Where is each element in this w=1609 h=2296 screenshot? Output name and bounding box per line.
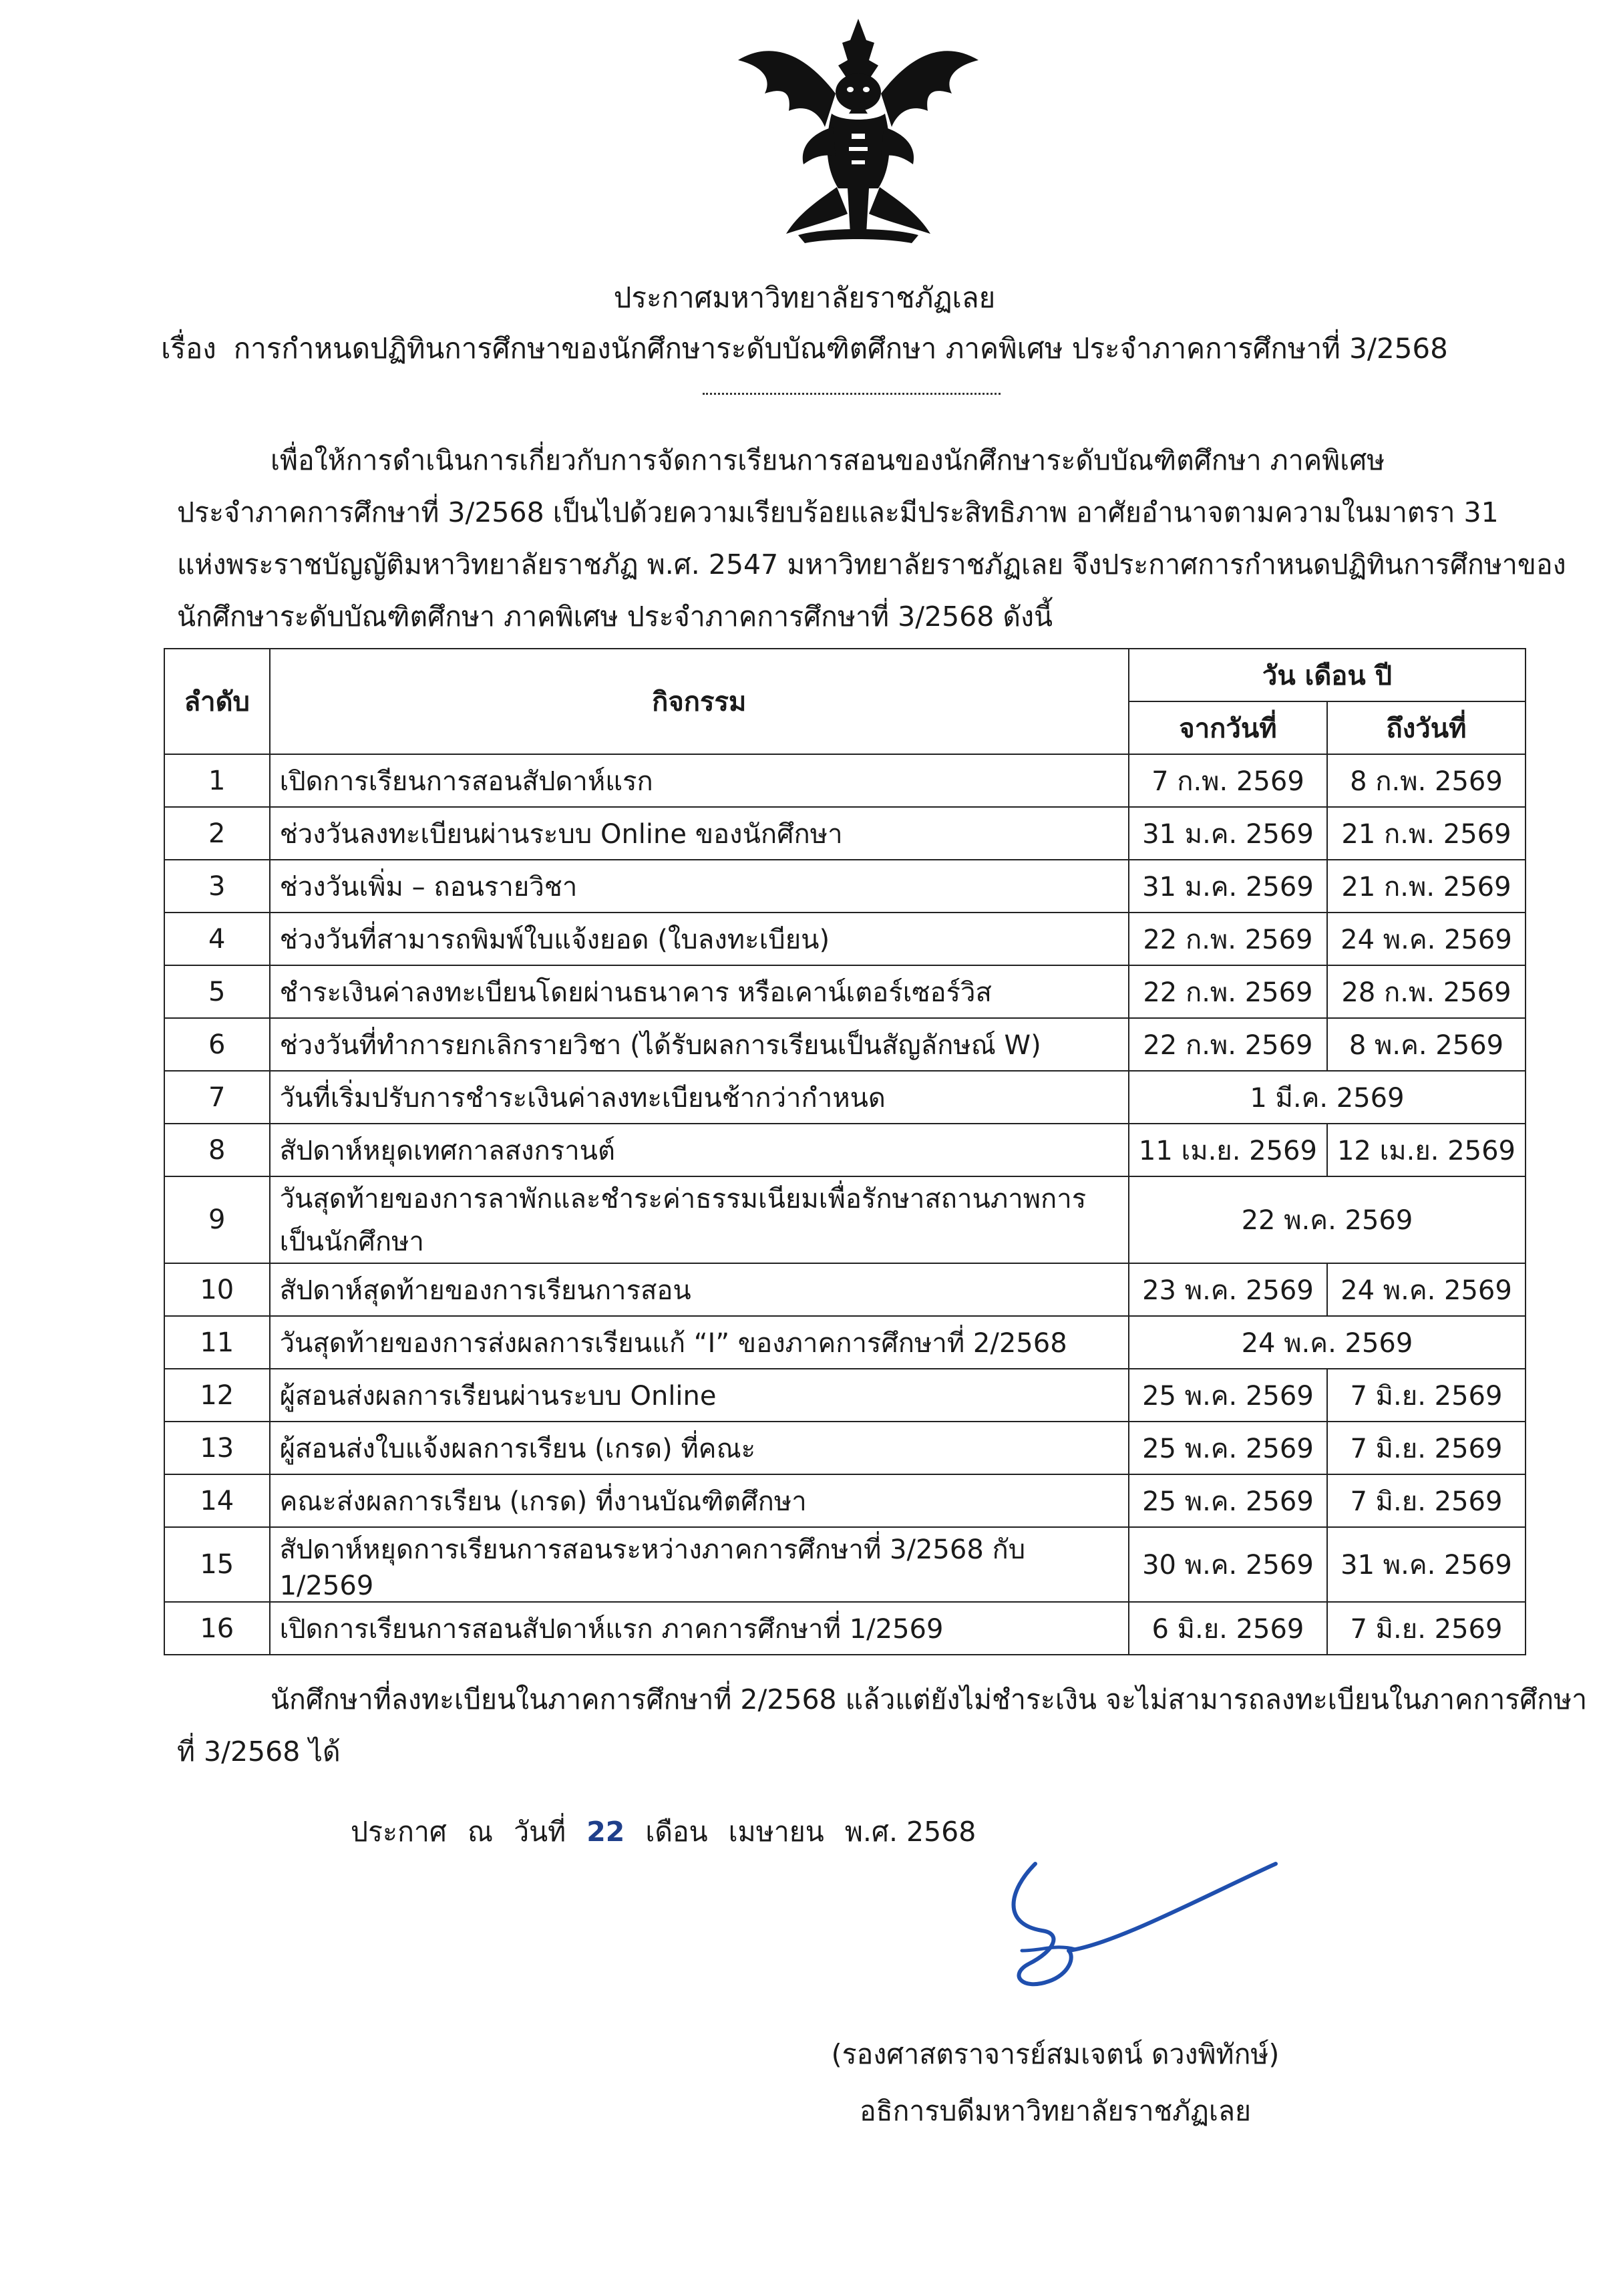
signer-name: (รองศาสตราจารย์สมเจตน์ ดวงพิทักษ์) bbox=[831, 2038, 1280, 2070]
row-date-to: 7 มิ.ย. 2569 bbox=[1327, 1369, 1526, 1422]
table-row bbox=[164, 965, 1526, 1018]
table-row bbox=[164, 754, 1526, 807]
row-date-to: 21 ก.พ. 2569 bbox=[1327, 807, 1526, 860]
announcement-date bbox=[351, 1812, 976, 1852]
row-activity: เปิดการเรียนการสอนสัปดาห์แรก bbox=[270, 754, 1129, 807]
row-activity: สัปดาห์หยุดการเรียนการสอนระหว่างภาคการศึกษาที่ 3/2568 กับ 1/2569 bbox=[270, 1527, 1129, 1602]
row-date-to: 8 พ.ค. 2569 bbox=[1327, 1018, 1526, 1071]
row-date-to: 7 มิ.ย. 2569 bbox=[1327, 1422, 1526, 1474]
row-number: 15 bbox=[164, 1527, 270, 1602]
table-row bbox=[164, 1071, 1526, 1124]
row-number: 6 bbox=[164, 1018, 270, 1071]
row-activity: คณะส่งผลการเรียน (เกรด) ที่งานบัณฑิตศึกษา bbox=[270, 1474, 1129, 1527]
table-row bbox=[164, 1422, 1526, 1474]
table-row bbox=[164, 1124, 1526, 1176]
intro-line: เพื่อให้การดำเนินการเกี่ยวกับการจัดการเรียนการสอนของนักศึกษาระดับบัณฑิตศึกษา ภาคพิเศษ bbox=[271, 444, 1385, 476]
table-row bbox=[164, 913, 1526, 965]
row-activity: ช่วงวันที่สามารถพิมพ์ใบแจ้งยอด (ใบลงทะเบียน) bbox=[270, 913, 1129, 965]
subject-text: การกำหนดปฏิทินการศึกษาของนักศึกษาระดับบัณฑิตศึกษา ภาคพิเศษ ประจำภาคการศึกษาที่ 3/2568 bbox=[233, 332, 1448, 365]
row-date: 24 พ.ค. 2569 bbox=[1129, 1316, 1526, 1369]
row-date-from: 7 ก.พ. 2569 bbox=[1129, 754, 1327, 807]
row-number: 2 bbox=[164, 807, 270, 860]
row-activity: สัปดาห์สุดท้ายของการเรียนการสอน bbox=[270, 1263, 1129, 1316]
header-activity: กิจกรรม bbox=[270, 649, 1129, 754]
note-line: ที่ 3/2568 ได้ bbox=[177, 1736, 341, 1768]
row-number: 5 bbox=[164, 965, 270, 1018]
row-activity: ช่วงวันลงทะเบียนผ่านระบบ Online ของนักศึกษา bbox=[270, 807, 1129, 860]
note-paragraph bbox=[177, 1673, 1588, 1778]
intro-line: ประจำภาคการศึกษาที่ 3/2568 เป็นไปด้วยความเรียบร้อยและมีประสิทธิภาพ อาศัยอำนาจตามความในมาตรา 31 bbox=[177, 496, 1499, 528]
row-date-from: 25 พ.ค. 2569 bbox=[1129, 1369, 1327, 1422]
row-date-from: 22 ก.พ. 2569 bbox=[1129, 965, 1327, 1018]
row-number: 10 bbox=[164, 1263, 270, 1316]
table-row bbox=[164, 1263, 1526, 1316]
row-date-to: 24 พ.ค. 2569 bbox=[1327, 1263, 1526, 1316]
row-activity: ชำระเงินค่าลงทะเบียนโดยผ่านธนาคาร หรือเคาน์เตอร์เซอร์วิส bbox=[270, 965, 1129, 1018]
row-number: 7 bbox=[164, 1071, 270, 1124]
row-date-from: 30 พ.ค. 2569 bbox=[1129, 1527, 1327, 1602]
row-activity: วันที่เริ่มปรับการชำระเงินค่าลงทะเบียนช้ากว่ากำหนด bbox=[270, 1071, 1129, 1124]
subject-label: เรื่อง bbox=[161, 332, 216, 365]
row-number: 8 bbox=[164, 1124, 270, 1176]
row-activity: ช่วงวันเพิ่ม – ถอนรายวิชา bbox=[270, 860, 1129, 913]
document-title: ประกาศมหาวิทยาลัยราชภัฏเลย bbox=[613, 281, 996, 314]
row-activity: วันสุดท้ายของการลาพักและชำระค่าธรรมเนียมเพื่อรักษาสถานภาพการเป็นนักศึกษา bbox=[270, 1176, 1129, 1263]
announce-prefix: ประกาศ bbox=[351, 1816, 447, 1848]
row-date-from: 25 พ.ค. 2569 bbox=[1129, 1474, 1327, 1527]
row-date-to: 12 เม.ย. 2569 bbox=[1327, 1124, 1526, 1176]
announce-day: 22 bbox=[586, 1816, 625, 1848]
header-no: ลำดับ bbox=[164, 649, 270, 754]
row-date-to: 28 ก.พ. 2569 bbox=[1327, 965, 1526, 1018]
header-from: จากวันที่ bbox=[1129, 701, 1327, 754]
table-header-row bbox=[164, 649, 1526, 701]
row-activity: วันสุดท้ายของการส่งผลการเรียนแก้ “I” ของภาคการศึกษาที่ 2/2568 bbox=[270, 1316, 1129, 1369]
row-date-from: 31 ม.ค. 2569 bbox=[1129, 860, 1327, 913]
table-row bbox=[164, 1527, 1526, 1602]
row-number: 16 bbox=[164, 1602, 270, 1655]
table-row bbox=[164, 1176, 1526, 1263]
header-date-group: วัน เดือน ปี bbox=[1129, 649, 1526, 701]
title-divider bbox=[703, 393, 1001, 395]
row-date: 1 มี.ค. 2569 bbox=[1129, 1071, 1526, 1124]
row-date-from: 22 ก.พ. 2569 bbox=[1129, 913, 1327, 965]
garuda-emblem-icon bbox=[725, 13, 992, 254]
row-number: 4 bbox=[164, 913, 270, 965]
row-activity: ช่วงวันที่ทำการยกเลิกรายวิชา (ได้รับผลการเรียนเป็นสัญลักษณ์ W) bbox=[270, 1018, 1129, 1071]
row-activity: ผู้สอนส่งผลการเรียนผ่านระบบ Online bbox=[270, 1369, 1129, 1422]
row-date-from: 22 ก.พ. 2569 bbox=[1129, 1018, 1327, 1071]
row-activity: เปิดการเรียนการสอนสัปดาห์แรก ภาคการศึกษาที่ 1/2569 bbox=[270, 1602, 1129, 1655]
row-date-from: 6 มิ.ย. 2569 bbox=[1129, 1602, 1327, 1655]
row-date: 22 พ.ค. 2569 bbox=[1129, 1176, 1526, 1263]
row-date-to: 8 ก.พ. 2569 bbox=[1327, 754, 1526, 807]
row-number: 13 bbox=[164, 1422, 270, 1474]
announce-at: ณ bbox=[468, 1816, 494, 1848]
row-date-from: 11 เม.ย. 2569 bbox=[1129, 1124, 1327, 1176]
note-line: นักศึกษาที่ลงทะเบียนในภาคการศึกษาที่ 2/2568 แล้วแต่ยังไม่ชำระเงิน จะไม่สามารถลงทะเบียนในภาคการศึกษา bbox=[271, 1683, 1588, 1715]
announce-month-label: เดือน bbox=[645, 1816, 708, 1848]
row-date-to: 24 พ.ค. 2569 bbox=[1327, 913, 1526, 965]
row-date-to: 7 มิ.ย. 2569 bbox=[1327, 1602, 1526, 1655]
row-number: 1 bbox=[164, 754, 270, 807]
row-date-from: 31 ม.ค. 2569 bbox=[1129, 807, 1327, 860]
handwritten-signature bbox=[982, 1850, 1289, 2004]
intro-paragraph bbox=[177, 434, 1566, 643]
document-subject bbox=[0, 330, 1609, 367]
row-number: 11 bbox=[164, 1316, 270, 1369]
table-row bbox=[164, 807, 1526, 860]
row-number: 9 bbox=[164, 1176, 270, 1263]
row-date-from: 25 พ.ค. 2569 bbox=[1129, 1422, 1327, 1474]
table-row bbox=[164, 1369, 1526, 1422]
row-activity: ผู้สอนส่งใบแจ้งผลการเรียน (เกรด) ที่คณะ bbox=[270, 1422, 1129, 1474]
table-row bbox=[164, 1474, 1526, 1527]
academic-calendar-table bbox=[164, 648, 1526, 1655]
header-to: ถึงวันที่ bbox=[1327, 701, 1526, 754]
table-row bbox=[164, 1316, 1526, 1369]
signer-position: อธิการบดีมหาวิทยาลัยราชภัฏเลย bbox=[859, 2095, 1252, 2127]
row-date-from: 23 พ.ค. 2569 bbox=[1129, 1263, 1327, 1316]
announce-day-label: วันที่ bbox=[514, 1816, 566, 1848]
table-row bbox=[164, 1602, 1526, 1655]
row-date-to: 31 พ.ค. 2569 bbox=[1327, 1527, 1526, 1602]
row-number: 12 bbox=[164, 1369, 270, 1422]
row-date-to: 7 มิ.ย. 2569 bbox=[1327, 1474, 1526, 1527]
row-number: 3 bbox=[164, 860, 270, 913]
table-row bbox=[164, 860, 1526, 913]
announce-month: เมษายน bbox=[728, 1816, 824, 1848]
announce-year: พ.ศ. 2568 bbox=[844, 1816, 976, 1848]
row-date-to: 21 ก.พ. 2569 bbox=[1327, 860, 1526, 913]
intro-line: แห่งพระราชบัญญัติมหาวิทยาลัยราชภัฏ พ.ศ. 2547 มหาวิทยาลัยราชภัฏเลย จึงประกาศการกำหนดปฏิทินการศึกษาของ bbox=[177, 548, 1566, 581]
row-number: 14 bbox=[164, 1474, 270, 1527]
intro-line: นักศึกษาระดับบัณฑิตศึกษา ภาคพิเศษ ประจำภาคการศึกษาที่ 3/2568 ดังนี้ bbox=[177, 601, 1053, 633]
table-body bbox=[164, 754, 1526, 1655]
table-row bbox=[164, 1018, 1526, 1071]
row-activity: สัปดาห์หยุดเทศกาลสงกรานต์ bbox=[270, 1124, 1129, 1176]
